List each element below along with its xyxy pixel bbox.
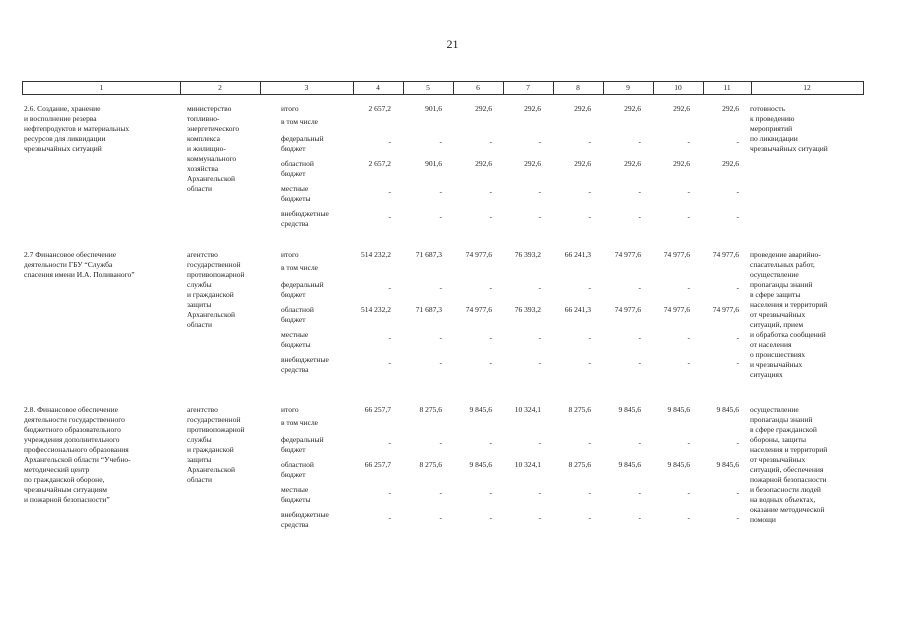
- funding-source-label: областной бюджет: [281, 159, 314, 178]
- header-cell-4: 4: [376, 83, 380, 92]
- empty-value: -: [439, 283, 442, 292]
- empty-value: -: [439, 488, 442, 497]
- empty-value: -: [489, 212, 492, 221]
- amount-value: 66 241,3: [564, 305, 591, 314]
- empty-value: -: [538, 283, 541, 292]
- header-cell-8: 8: [576, 83, 580, 92]
- funding-source-label: областной бюджет: [281, 305, 314, 324]
- amount-value: 76 393,2: [514, 250, 541, 259]
- header-cell-7: 7: [526, 83, 530, 92]
- amount-value: 74 977,6: [465, 250, 492, 259]
- header-divider: [703, 82, 704, 94]
- amount-value: 66 257,7: [364, 405, 391, 414]
- empty-value: -: [388, 283, 391, 292]
- empty-value: -: [388, 187, 391, 196]
- result-description: осуществление пропаганды знаний в сфере гражданской обороны, защиты населения и территорий от чрезвычайных ситуаций, обеспечения пожарной безопасности и безопасности людей на водных объектах, оказание методической помощи: [750, 405, 828, 524]
- empty-value: -: [388, 358, 391, 367]
- amount-value: 9 845,6: [469, 460, 492, 469]
- amount-value: 9 845,6: [469, 405, 492, 414]
- empty-value: -: [388, 137, 391, 146]
- header-cell-10: 10: [674, 83, 682, 92]
- funding-source-label: федеральный бюджет: [281, 280, 324, 299]
- empty-value: -: [638, 513, 641, 522]
- executor: агентство государственной противопожарной службы и гражданской защиты Архангельской области: [187, 250, 245, 329]
- funding-source-label: федеральный бюджет: [281, 435, 324, 454]
- empty-value: -: [638, 438, 641, 447]
- result-description: проведение аварийно- спасательных работ, осуществление пропаганды знаний в сфере защиты населения и территорий от чрезвычайных ситуаций, прием и обработка сообщений от населения о происшествиях и чрезвычайных ситуациях: [750, 250, 828, 379]
- empty-value: -: [588, 187, 591, 196]
- amount-value: 66 257,7: [364, 460, 391, 469]
- empty-value: -: [588, 333, 591, 342]
- empty-value: -: [489, 187, 492, 196]
- empty-value: -: [588, 438, 591, 447]
- amount-value: 292,6: [673, 159, 690, 168]
- empty-value: -: [687, 212, 690, 221]
- amount-value: 9 845,6: [716, 405, 739, 414]
- empty-value: -: [736, 212, 739, 221]
- activity-title: 2.6. Создание, хранение и восполнение резерва нефтепродуктов и материальных ресурсов для ликвидации чрезвычайных ситуаций: [24, 104, 130, 153]
- amount-value: 74 977,6: [663, 305, 690, 314]
- empty-value: -: [489, 513, 492, 522]
- amount-value: 292,6: [624, 159, 641, 168]
- empty-value: -: [638, 212, 641, 221]
- empty-value: -: [736, 513, 739, 522]
- amount-value: 9 845,6: [667, 460, 690, 469]
- header-divider: [260, 82, 261, 94]
- funding-source-label: в том числе: [281, 418, 319, 427]
- empty-value: -: [388, 333, 391, 342]
- amount-value: 8 275,6: [419, 405, 442, 414]
- amount-value: 9 845,6: [716, 460, 739, 469]
- empty-value: -: [439, 358, 442, 367]
- empty-value: -: [388, 488, 391, 497]
- amount-value: 74 977,6: [465, 305, 492, 314]
- empty-value: -: [588, 488, 591, 497]
- empty-value: -: [388, 212, 391, 221]
- activity-title: 2.7 Финансовое обеспечение деятельности ГБУ “Служба спасения имени И.А. Поливаного”: [24, 250, 135, 279]
- empty-value: -: [687, 137, 690, 146]
- amount-value: 292,6: [475, 104, 492, 113]
- funding-source-label: внебюджетные средства: [281, 510, 329, 529]
- empty-value: -: [736, 438, 739, 447]
- empty-value: -: [736, 137, 739, 146]
- empty-value: -: [489, 333, 492, 342]
- executor: агентство государственной противопожарной службы и гражданской защиты Архангельской области: [187, 405, 245, 484]
- funding-source-label: итого: [281, 250, 299, 259]
- header-divider: [553, 82, 554, 94]
- empty-value: -: [439, 513, 442, 522]
- amount-value: 292,6: [574, 159, 591, 168]
- amount-value: 9 845,6: [618, 460, 641, 469]
- amount-value: 66 241,3: [564, 250, 591, 259]
- header-cell-11: 11: [723, 83, 731, 92]
- empty-value: -: [489, 137, 492, 146]
- page-number: 21: [446, 37, 459, 51]
- amount-value: 8 275,6: [419, 460, 442, 469]
- header-cell-2: 2: [218, 83, 222, 92]
- header-cell-3: 3: [304, 83, 309, 92]
- funding-source-label: местные бюджеты: [281, 330, 311, 349]
- empty-value: -: [388, 513, 391, 522]
- amount-value: 8 275,6: [568, 460, 591, 469]
- header-divider: [503, 82, 504, 94]
- amount-value: 292,6: [722, 159, 739, 168]
- empty-value: -: [538, 438, 541, 447]
- amount-value: 2 657,2: [368, 159, 391, 168]
- amount-value: 71 687,3: [415, 305, 442, 314]
- amount-value: 2 657,2: [368, 104, 391, 113]
- empty-value: -: [489, 438, 492, 447]
- empty-value: -: [736, 358, 739, 367]
- amount-value: 74 977,6: [712, 250, 739, 259]
- empty-value: -: [736, 333, 739, 342]
- funding-source-label: в том числе: [281, 117, 319, 126]
- empty-value: -: [588, 358, 591, 367]
- empty-value: -: [439, 212, 442, 221]
- amount-value: 292,6: [524, 104, 541, 113]
- amount-value: 292,6: [673, 104, 690, 113]
- amount-value: 9 845,6: [667, 405, 690, 414]
- empty-value: -: [588, 137, 591, 146]
- empty-value: -: [687, 187, 690, 196]
- empty-value: -: [489, 358, 492, 367]
- empty-value: -: [638, 333, 641, 342]
- header-cell-5: 5: [426, 83, 430, 92]
- empty-value: -: [439, 137, 442, 146]
- empty-value: -: [638, 283, 641, 292]
- empty-value: -: [588, 513, 591, 522]
- amount-value: 292,6: [722, 104, 739, 113]
- amount-value: 71 687,3: [415, 250, 442, 259]
- funding-source-label: местные бюджеты: [281, 184, 311, 203]
- header-cell-12: 12: [803, 83, 811, 92]
- header-divider: [353, 82, 354, 94]
- amount-value: 74 977,6: [614, 250, 641, 259]
- amount-value: 292,6: [475, 159, 492, 168]
- empty-value: -: [736, 283, 739, 292]
- empty-value: -: [439, 333, 442, 342]
- amount-value: 74 977,6: [614, 305, 641, 314]
- funding-source-label: внебюджетные средства: [281, 355, 329, 374]
- funding-source-label: местные бюджеты: [281, 485, 311, 504]
- empty-value: -: [489, 283, 492, 292]
- empty-value: -: [388, 438, 391, 447]
- empty-value: -: [736, 187, 739, 196]
- amount-value: 10 324,1: [514, 405, 541, 414]
- funding-source-label: федеральный бюджет: [281, 134, 324, 153]
- header-divider: [403, 82, 404, 94]
- empty-value: -: [538, 212, 541, 221]
- empty-value: -: [638, 358, 641, 367]
- amount-value: 514 232,2: [361, 250, 391, 259]
- funding-source-label: областной бюджет: [281, 460, 314, 479]
- empty-value: -: [538, 513, 541, 522]
- amount-value: 74 977,6: [712, 305, 739, 314]
- header-cell-6: 6: [476, 83, 480, 92]
- empty-value: -: [687, 358, 690, 367]
- empty-value: -: [736, 488, 739, 497]
- amount-value: 514 232,2: [361, 305, 391, 314]
- empty-value: -: [538, 137, 541, 146]
- header-cell-1: 1: [99, 83, 104, 92]
- empty-value: -: [638, 137, 641, 146]
- funding-source-label: итого: [281, 405, 299, 414]
- activity-title: 2.8. Финансовое обеспечение деятельности государственного бюджетного образовательного учреждения дополнительного профессионального образования Архангельской области “Учебно- методический центр по гражданской обороне, чрезвычайным ситуациям и пожарной безопасности”: [24, 405, 131, 504]
- empty-value: -: [538, 358, 541, 367]
- empty-value: -: [439, 438, 442, 447]
- empty-value: -: [538, 187, 541, 196]
- header-divider: [653, 82, 654, 94]
- executor: министерство топливно- энергетического комплекса и жилищно- коммунального хозяйства Архангельской области: [187, 104, 240, 193]
- empty-value: -: [687, 488, 690, 497]
- header-divider: [180, 82, 181, 94]
- empty-value: -: [687, 283, 690, 292]
- amount-value: 901,6: [425, 104, 442, 113]
- empty-value: -: [538, 333, 541, 342]
- amount-value: 10 324,1: [514, 460, 541, 469]
- empty-value: -: [638, 488, 641, 497]
- empty-value: -: [538, 488, 541, 497]
- table-header: [22, 81, 864, 95]
- empty-value: -: [588, 212, 591, 221]
- amount-value: 292,6: [574, 104, 591, 113]
- amount-value: 9 845,6: [618, 405, 641, 414]
- amount-value: 8 275,6: [568, 405, 591, 414]
- amount-value: 901,6: [425, 159, 442, 168]
- empty-value: -: [588, 283, 591, 292]
- header-divider: [453, 82, 454, 94]
- empty-value: -: [687, 513, 690, 522]
- empty-value: -: [687, 333, 690, 342]
- funding-source-label: итого: [281, 104, 299, 113]
- funding-source-label: внебюджетные средства: [281, 209, 329, 228]
- funding-source-label: в том числе: [281, 263, 319, 272]
- amount-value: 74 977,6: [663, 250, 690, 259]
- empty-value: -: [638, 187, 641, 196]
- result-description: готовность к проведению мероприятий по ликвидации чрезвычайных ситуаций: [750, 104, 828, 153]
- header-divider: [751, 82, 752, 94]
- amount-value: 292,6: [524, 159, 541, 168]
- header-cell-9: 9: [626, 83, 630, 92]
- empty-value: -: [439, 187, 442, 196]
- amount-value: 292,6: [624, 104, 641, 113]
- header-divider: [603, 82, 604, 94]
- empty-value: -: [489, 488, 492, 497]
- amount-value: 76 393,2: [514, 305, 541, 314]
- empty-value: -: [687, 438, 690, 447]
